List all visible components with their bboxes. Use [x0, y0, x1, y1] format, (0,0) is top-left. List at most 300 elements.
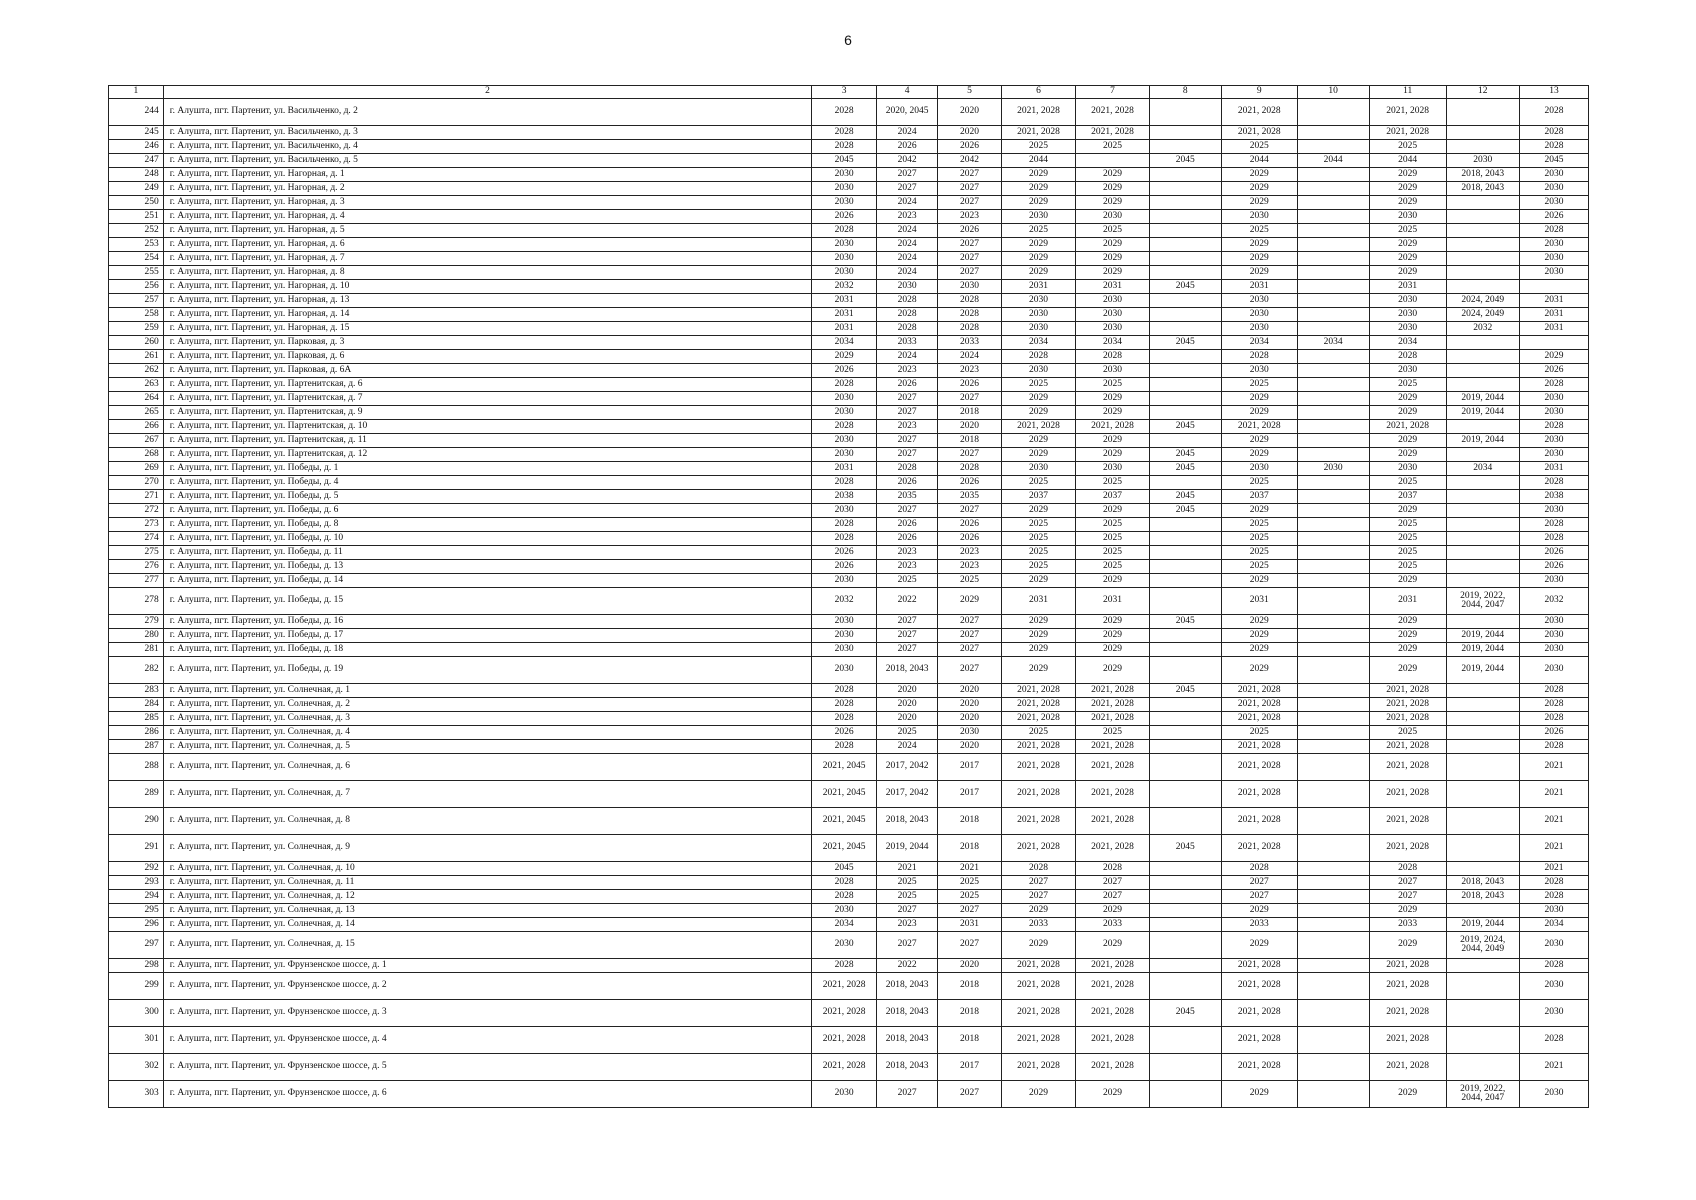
year-cell: 2025	[1369, 224, 1446, 238]
year-cell: 2033	[938, 336, 1002, 350]
year-cell: 2020	[938, 126, 1002, 140]
year-cell: 2029	[1369, 932, 1446, 959]
year-cell: 2030	[1076, 364, 1149, 378]
year-cell	[1149, 518, 1221, 532]
year-cell: 2031	[812, 308, 877, 322]
year-cell	[1297, 615, 1369, 629]
table-row	[109, 726, 1589, 740]
row-number-cell: 276	[109, 560, 164, 574]
table-row	[109, 1027, 1589, 1054]
year-cell: 2027	[938, 448, 1002, 462]
table-row	[109, 973, 1589, 1000]
year-cell: 2020	[938, 698, 1002, 712]
year-cell: 2018	[938, 1027, 1002, 1054]
year-cell: 2025	[1076, 532, 1149, 546]
year-cell: 2029	[1001, 266, 1075, 280]
table-row	[109, 740, 1589, 754]
year-cell: 2030	[812, 196, 877, 210]
year-cell	[1149, 740, 1221, 754]
year-cell: 2021, 2028	[1076, 808, 1149, 835]
year-cell: 2045	[1149, 336, 1221, 350]
year-cell: 2031	[1076, 280, 1149, 294]
table-row	[109, 918, 1589, 932]
address-cell: г. Алушта, пгт. Партенит, ул. Фрунзенское шоссе, д. 3	[163, 1000, 812, 1027]
year-cell: 2020	[876, 698, 937, 712]
year-cell: 2026	[938, 378, 1002, 392]
year-cell: 2020	[938, 959, 1002, 973]
year-cell: 2026	[938, 140, 1002, 154]
table-row	[109, 294, 1589, 308]
year-cell: 2018	[938, 406, 1002, 420]
year-cell: 2024	[876, 126, 937, 140]
year-cell: 2018	[938, 434, 1002, 448]
year-cell: 2030	[1221, 294, 1297, 308]
year-cell: 2029	[938, 588, 1002, 615]
year-cell: 2030	[812, 448, 877, 462]
year-cell: 2031	[812, 462, 877, 476]
row-number-cell: 279	[109, 615, 164, 629]
year-cell: 2026	[938, 476, 1002, 490]
year-cell: 2021, 2028	[1221, 684, 1297, 698]
year-cell	[1297, 196, 1369, 210]
year-cell: 2029	[1076, 182, 1149, 196]
year-cell: 2028	[812, 126, 877, 140]
year-cell: 2023	[938, 546, 1002, 560]
year-cell: 2026	[876, 476, 937, 490]
year-cell: 2021, 2028	[1001, 1027, 1075, 1054]
year-cell	[1297, 684, 1369, 698]
address-cell: г. Алушта, пгт. Партенит, ул. Солнечная, д. 1	[163, 684, 812, 698]
year-cell: 2029	[1076, 434, 1149, 448]
year-cell	[1149, 294, 1221, 308]
year-cell: 2029	[1369, 168, 1446, 182]
year-cell	[1519, 336, 1588, 350]
year-cell: 2034	[812, 336, 877, 350]
year-cell: 2030	[1519, 182, 1588, 196]
year-cell	[1446, 336, 1519, 350]
year-cell	[1446, 1027, 1519, 1054]
address-cell: г. Алушта, пгт. Партенит, ул. Солнечная, д. 6	[163, 754, 812, 781]
column-header-3: 3	[812, 86, 877, 99]
year-cell	[1149, 392, 1221, 406]
year-cell: 2030	[1519, 252, 1588, 266]
year-cell: 2021, 2028	[1221, 808, 1297, 835]
year-cell: 2045	[1149, 280, 1221, 294]
year-cell: 2021, 2028	[1076, 698, 1149, 712]
year-cell: 2025	[1001, 378, 1075, 392]
row-number-cell: 287	[109, 740, 164, 754]
year-cell: 2028	[1519, 1027, 1588, 1054]
year-cell: 2030	[1076, 462, 1149, 476]
year-cell: 2018	[938, 808, 1002, 835]
year-cell: 2044	[1297, 154, 1369, 168]
row-number-cell: 282	[109, 657, 164, 684]
column-header-7: 7	[1076, 86, 1149, 99]
row-number-cell: 244	[109, 99, 164, 126]
year-cell: 2021	[1519, 1054, 1588, 1081]
year-cell: 2025	[1369, 546, 1446, 560]
year-cell: 2027	[876, 448, 937, 462]
year-cell: 2021, 2028	[812, 1000, 877, 1027]
year-cell: 2031	[1519, 294, 1588, 308]
year-cell	[1297, 959, 1369, 973]
year-cell: 2029	[1221, 1081, 1297, 1108]
year-cell	[1446, 252, 1519, 266]
year-cell: 2045	[812, 154, 877, 168]
address-cell: г. Алушта, пгт. Партенит, ул. Нагорная, д. 15	[163, 322, 812, 336]
year-cell	[1297, 904, 1369, 918]
year-cell: 2028	[812, 959, 877, 973]
year-cell	[1297, 890, 1369, 904]
year-cell: 2027	[1076, 876, 1149, 890]
year-cell: 2045	[1149, 835, 1221, 862]
table-row	[109, 808, 1589, 835]
table-row	[109, 835, 1589, 862]
year-cell: 2020	[938, 99, 1002, 126]
table-row	[109, 518, 1589, 532]
year-cell: 2022	[876, 588, 937, 615]
table-row	[109, 378, 1589, 392]
year-cell: 2019, 2024, 2044, 2049	[1446, 932, 1519, 959]
year-cell: 2028	[1001, 862, 1075, 876]
year-cell: 2029	[1221, 434, 1297, 448]
year-cell	[1297, 364, 1369, 378]
year-cell: 2030	[1519, 574, 1588, 588]
year-cell: 2021, 2028	[1076, 973, 1149, 1000]
table-row	[109, 224, 1589, 238]
year-cell: 2029	[812, 350, 877, 364]
year-cell: 2030	[1001, 322, 1075, 336]
year-cell: 2028	[1519, 518, 1588, 532]
year-cell: 2027	[938, 629, 1002, 643]
year-cell: 2025	[876, 726, 937, 740]
year-cell: 2019, 2044	[1446, 629, 1519, 643]
address-cell: г. Алушта, пгт. Партенит, ул. Нагорная, д. 7	[163, 252, 812, 266]
year-cell: 2027	[876, 629, 937, 643]
year-cell: 2030	[1519, 629, 1588, 643]
year-cell: 2021, 2028	[1001, 754, 1075, 781]
year-cell: 2027	[876, 406, 937, 420]
year-cell: 2025	[1076, 224, 1149, 238]
row-number-cell: 254	[109, 252, 164, 266]
year-cell: 2030	[812, 629, 877, 643]
year-cell: 2028	[812, 698, 877, 712]
year-cell: 2025	[1221, 378, 1297, 392]
year-cell: 2029	[1369, 406, 1446, 420]
year-cell: 2029	[1001, 643, 1075, 657]
year-cell	[1446, 574, 1519, 588]
year-cell: 2021, 2028	[1076, 1000, 1149, 1027]
year-cell: 2028	[812, 476, 877, 490]
year-cell	[1149, 698, 1221, 712]
year-cell: 2026	[812, 364, 877, 378]
header-row	[109, 86, 1589, 99]
address-cell: г. Алушта, пгт. Партенит, ул. Парковая, д. 6	[163, 350, 812, 364]
year-cell: 2030	[1001, 308, 1075, 322]
year-cell	[1149, 726, 1221, 740]
table-row	[109, 588, 1589, 615]
year-cell: 2044	[1221, 154, 1297, 168]
year-cell: 2027	[876, 434, 937, 448]
year-cell	[1149, 808, 1221, 835]
year-cell: 2026	[1519, 210, 1588, 224]
year-cell: 2030	[812, 266, 877, 280]
year-cell: 2021, 2028	[1076, 1027, 1149, 1054]
year-cell	[1446, 862, 1519, 876]
year-cell: 2032	[1446, 322, 1519, 336]
address-cell: г. Алушта, пгт. Партенит, ул. Нагорная, д. 10	[163, 280, 812, 294]
year-cell: 2025	[1076, 518, 1149, 532]
year-cell: 2027	[938, 252, 1002, 266]
address-cell: г. Алушта, пгт. Партенит, ул. Победы, д. 18	[163, 643, 812, 657]
table-row	[109, 574, 1589, 588]
year-cell: 2028	[812, 532, 877, 546]
year-cell: 2019, 2044	[1446, 406, 1519, 420]
year-cell	[1149, 224, 1221, 238]
year-cell: 2021, 2028	[1369, 126, 1446, 140]
year-cell	[1149, 238, 1221, 252]
table-row	[109, 1054, 1589, 1081]
year-cell: 2026	[1519, 560, 1588, 574]
year-cell	[1297, 182, 1369, 196]
year-cell: 2030	[1519, 1000, 1588, 1027]
year-cell: 2029	[1221, 574, 1297, 588]
year-cell	[1446, 490, 1519, 504]
year-cell: 2029	[1369, 629, 1446, 643]
year-cell: 2028	[1519, 126, 1588, 140]
year-cell	[1297, 712, 1369, 726]
year-cell: 2028	[1519, 712, 1588, 726]
year-cell: 2024	[876, 350, 937, 364]
year-cell: 2030	[1519, 196, 1588, 210]
year-cell: 2025	[1001, 140, 1075, 154]
year-cell: 2028	[938, 294, 1002, 308]
year-cell	[1297, 574, 1369, 588]
year-cell	[1446, 504, 1519, 518]
year-cell: 2030	[1076, 210, 1149, 224]
row-number-cell: 291	[109, 835, 164, 862]
year-cell	[1446, 754, 1519, 781]
year-cell	[1297, 835, 1369, 862]
row-number-cell: 251	[109, 210, 164, 224]
year-cell: 2031	[1001, 588, 1075, 615]
year-cell: 2029	[1076, 238, 1149, 252]
year-cell: 2034	[1076, 336, 1149, 350]
year-cell: 2029	[1369, 504, 1446, 518]
column-header-12: 12	[1446, 86, 1519, 99]
year-cell	[1149, 308, 1221, 322]
year-cell: 2024	[876, 266, 937, 280]
column-header-6: 6	[1001, 86, 1075, 99]
schedule-table	[108, 85, 1589, 1108]
table-row	[109, 476, 1589, 490]
year-cell: 2026	[938, 532, 1002, 546]
year-cell: 2029	[1076, 615, 1149, 629]
row-number-cell: 283	[109, 684, 164, 698]
year-cell: 2021, 2028	[1369, 973, 1446, 1000]
year-cell: 2021, 2028	[1001, 973, 1075, 1000]
year-cell: 2028	[812, 420, 877, 434]
year-cell: 2030	[876, 280, 937, 294]
year-cell: 2027	[938, 504, 1002, 518]
year-cell: 2030	[812, 392, 877, 406]
year-cell: 2027	[938, 1081, 1002, 1108]
table-row	[109, 876, 1589, 890]
row-number-cell: 267	[109, 434, 164, 448]
year-cell: 2028	[812, 890, 877, 904]
year-cell: 2030	[1519, 406, 1588, 420]
address-cell: г. Алушта, пгт. Партенит, ул. Нагорная, д. 13	[163, 294, 812, 308]
year-cell: 2023	[876, 364, 937, 378]
year-cell: 2021, 2028	[1001, 959, 1075, 973]
year-cell: 2019, 2022, 2044, 2047	[1446, 1081, 1519, 1108]
year-cell: 2021, 2028	[1221, 1054, 1297, 1081]
year-cell: 2029	[1076, 168, 1149, 182]
year-cell	[1297, 126, 1369, 140]
year-cell: 2029	[1369, 266, 1446, 280]
year-cell: 2021, 2028	[1369, 959, 1446, 973]
address-cell: г. Алушта, пгт. Партенит, ул. Солнечная, д. 15	[163, 932, 812, 959]
year-cell: 2030	[812, 574, 877, 588]
year-cell: 2028	[938, 322, 1002, 336]
year-cell	[1297, 308, 1369, 322]
year-cell: 2025	[1369, 560, 1446, 574]
year-cell: 2026	[812, 560, 877, 574]
year-cell: 2018, 2043	[876, 973, 937, 1000]
year-cell: 2045	[812, 862, 877, 876]
year-cell: 2024	[876, 238, 937, 252]
year-cell: 2026	[1519, 364, 1588, 378]
year-cell: 2028	[1519, 99, 1588, 126]
year-cell: 2028	[1076, 862, 1149, 876]
year-cell: 2029	[1369, 196, 1446, 210]
year-cell	[1297, 1081, 1369, 1108]
year-cell: 2021, 2028	[1221, 420, 1297, 434]
year-cell: 2031	[1519, 322, 1588, 336]
year-cell: 2030	[812, 434, 877, 448]
year-cell: 2021, 2045	[812, 781, 877, 808]
year-cell: 2034	[1297, 336, 1369, 350]
year-cell	[1149, 862, 1221, 876]
year-cell: 2027	[876, 1081, 937, 1108]
year-cell: 2029	[1519, 350, 1588, 364]
year-cell: 2029	[1001, 406, 1075, 420]
year-cell	[1446, 546, 1519, 560]
table-row	[109, 252, 1589, 266]
year-cell	[1149, 973, 1221, 1000]
year-cell: 2021, 2028	[1221, 1000, 1297, 1027]
address-cell: г. Алушта, пгт. Партенит, ул. Победы, д. 1	[163, 462, 812, 476]
year-cell	[1297, 238, 1369, 252]
year-cell: 2027	[938, 238, 1002, 252]
year-cell: 2028	[1519, 420, 1588, 434]
year-cell: 2017	[938, 754, 1002, 781]
table-row	[109, 210, 1589, 224]
table-header	[109, 86, 1589, 99]
address-cell: г. Алушта, пгт. Партенит, ул. Парковая, д. 3	[163, 336, 812, 350]
year-cell: 2030	[812, 182, 877, 196]
year-cell	[1446, 448, 1519, 462]
row-number-cell: 281	[109, 643, 164, 657]
address-cell: г. Алушта, пгт. Партенит, ул. Фрунзенское шоссе, д. 1	[163, 959, 812, 973]
year-cell: 2029	[1221, 657, 1297, 684]
year-cell: 2037	[1076, 490, 1149, 504]
year-cell: 2027	[938, 904, 1002, 918]
year-cell	[1446, 364, 1519, 378]
year-cell	[1297, 420, 1369, 434]
year-cell: 2019, 2044	[1446, 918, 1519, 932]
year-cell	[1297, 1054, 1369, 1081]
address-cell: г. Алушта, пгт. Партенит, ул. Солнечная, д. 11	[163, 876, 812, 890]
year-cell: 2021, 2028	[1076, 712, 1149, 726]
address-cell: г. Алушта, пгт. Партенит, ул. Солнечная, д. 3	[163, 712, 812, 726]
year-cell: 2021, 2028	[1001, 698, 1075, 712]
year-cell: 2029	[1076, 574, 1149, 588]
year-cell: 2023	[876, 546, 937, 560]
year-cell: 2026	[812, 210, 877, 224]
year-cell	[1297, 448, 1369, 462]
year-cell: 2033	[1076, 918, 1149, 932]
year-cell	[1149, 266, 1221, 280]
table-row	[109, 140, 1589, 154]
year-cell: 2023	[938, 210, 1002, 224]
year-cell	[1446, 740, 1519, 754]
year-cell: 2024	[876, 196, 937, 210]
year-cell: 2021, 2028	[1369, 1054, 1446, 1081]
year-cell	[1297, 490, 1369, 504]
year-cell	[1297, 350, 1369, 364]
year-cell: 2034	[1519, 918, 1588, 932]
year-cell	[1149, 196, 1221, 210]
row-number-cell: 253	[109, 238, 164, 252]
year-cell: 2029	[1001, 168, 1075, 182]
year-cell: 2031	[812, 322, 877, 336]
year-cell: 2021, 2028	[1369, 781, 1446, 808]
year-cell: 2027	[876, 182, 937, 196]
year-cell: 2021, 2028	[1001, 712, 1075, 726]
year-cell: 2031	[938, 918, 1002, 932]
year-cell: 2031	[1076, 588, 1149, 615]
year-cell: 2026	[938, 518, 1002, 532]
year-cell: 2027	[1001, 890, 1075, 904]
table-row	[109, 890, 1589, 904]
year-cell: 2030	[812, 168, 877, 182]
year-cell: 2028	[1519, 684, 1588, 698]
table-row	[109, 462, 1589, 476]
year-cell: 2028	[812, 684, 877, 698]
row-number-cell: 248	[109, 168, 164, 182]
year-cell	[1149, 1054, 1221, 1081]
year-cell: 2021, 2028	[1076, 781, 1149, 808]
year-cell	[1446, 560, 1519, 574]
table-row	[109, 350, 1589, 364]
year-cell	[1076, 154, 1149, 168]
year-cell: 2029	[1076, 629, 1149, 643]
year-cell: 2029	[1221, 615, 1297, 629]
year-cell: 2030	[1446, 154, 1519, 168]
year-cell: 2024	[876, 740, 937, 754]
year-cell: 2029	[1221, 238, 1297, 252]
year-cell	[1446, 712, 1519, 726]
year-cell: 2030	[1519, 504, 1588, 518]
year-cell: 2027	[876, 932, 937, 959]
year-cell: 2021, 2028	[1369, 808, 1446, 835]
year-cell: 2030	[1369, 308, 1446, 322]
year-cell	[1149, 378, 1221, 392]
year-cell	[1149, 588, 1221, 615]
year-cell	[1446, 224, 1519, 238]
year-cell: 2037	[1001, 490, 1075, 504]
